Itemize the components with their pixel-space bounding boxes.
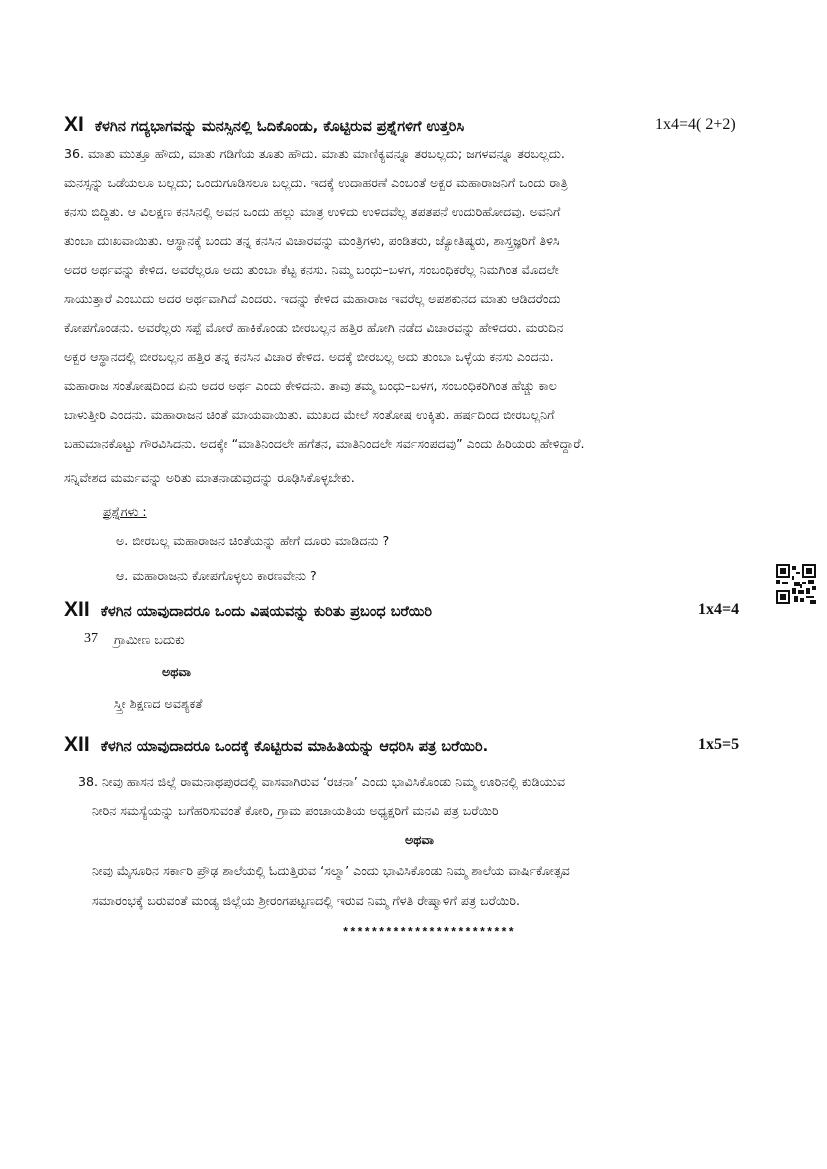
passage-line-3: ಕನಸು ಬಿದ್ದಿತು. ಆ ವಿಲಕ್ಷಣ ಕನಸಿನಲ್ಲಿ ಅವನ ಒಂದು ಹಲ್ಲು ಮಾತ್ರ ಉಳಿದು ಉಳಿದವೆಲ್ಲ ತಪತಪನೆ ಉದುರಿಹೋದವು. ಅವನಿಗೆ xyxy=(64,204,561,219)
passage-line-12: ಸನ್ನಿವೇಶದ ಮರ್ಮವನ್ನು ಅರಿತು ಮಾತನಾಡುವುದನ್ನು ರೂಢಿಸಿಕೊಳ್ಳಬೇಕು. xyxy=(64,470,355,485)
section-xii-letter-roman: XII xyxy=(64,733,90,756)
section-xii-essay-header xyxy=(64,598,432,622)
section-xii-letter-marks: 1x5=5 xyxy=(698,736,740,753)
questions-label: ಪ್ರಶ್ನೆಗಳು : xyxy=(103,504,147,519)
letter-q2-line-1: ನೀವು ಮೈಸೂರಿನ ಸರ್ಕಾರಿ ಪ್ರೌಢ ಶಾಲೆಯಲ್ಲಿ ಓದುತ್ತಿರುವ ‘ಸಲ್ಮಾ’ ಎಂದು ಭಾವಿಸಿಕೊಂಡು ನಿಮ್ಮ ಶಾಲೆಯ ವಾರ್ಷಿಕೋತ್ಸವ xyxy=(92,863,570,878)
qr-code-icon xyxy=(776,564,816,604)
essay-or-label: ಅಥವಾ xyxy=(162,664,191,679)
passage-line-7: ಕೋಪಗೊಂಡನು. ಅವರೆಲ್ಲರು ಸಪ್ಪೆ ಮೋರೆ ಹಾಕಿಕೊಂಡು ಬೀರಬಲ್ಲನ ಹತ್ತಿರ ಹೋಗಿ ನಡೆದ ವಿಚಾರವನ್ನು ಹೇಳಿದರು. ಮರುದಿನ xyxy=(64,320,564,335)
passage-line-5: ಅದರ ಅರ್ಥವನ್ನು ಕೇಳಿದ. ಅವರೆಲ್ಲರೂ ಅದು ತುಂಬಾ ಕೆಟ್ಟ ಕನಸು. ನಿಮ್ಮ ಬಂಧು–ಬಳಗ, ಸಂಬಂಧಿಕರೆಲ್ಲ ನಿಮಗಿಂತ ಮೊದಲೇ xyxy=(64,262,559,277)
essay-option-1: ಗ್ರಾಮೀಣ ಬದುಕು xyxy=(114,632,185,647)
section-xii-essay-roman: XII xyxy=(64,598,90,621)
essay-option-2: ಸ್ತ್ರೀ ಶಿಕ್ಷಣದ ಅವಶ್ಯಕತೆ xyxy=(114,696,203,711)
passage-line-2: ಮನಸ್ಸನ್ನು ಒಡೆಯಲೂ ಬಲ್ಲದು; ಒಂದುಗೂಡಿಸಲೂ ಬಲ್ಲದು. ಇದಕ್ಕೆ ಉದಾಹರಣೆ ಎಂಬಂತೆ ಅಕ್ಬರ ಮಹಾರಾಜನಿಗೆ ಒಂದು ರಾತ್ರಿ xyxy=(64,175,568,190)
section-xi-heading: ಕೆಳಗಿನ ಗದ್ಯಭಾಗವನ್ನು ಮನಸ್ಸಿನಲ್ಲಿ ಓದಿಕೊಂಡು, ಕೊಟ್ಟಿರುವ ಪ್ರಶ್ನೆಗಳಿಗೆ ಉತ್ತರಿಸಿ xyxy=(94,119,465,135)
section-xii-essay-marks: 1x4=4 xyxy=(698,601,740,618)
letter-q1-line-1: 38. ನೀವು ಹಾಸನ ಜಿಲ್ಲೆ ರಾಮನಾಥಪುರದಲ್ಲಿ ವಾಸವಾಗಿರುವ ‘ರಚನಾ’ ಎಂದು ಭಾವಿಸಿಕೊಂಡು ನಿಮ್ಮ ಊರಿನಲ್ಲಿ ಕುಡಿಯುವ xyxy=(78,774,566,789)
passage-line-11: ಬಹುಮಾನಕೊಟ್ಟು ಗೌರವಿಸಿದನು. ಅದಕ್ಕೇ “ಮಾತಿನಿಂದಲೇ ಹಗೆತನ, ಮಾತಿನಿಂದಲೇ ಸರ್ವಸಂಪದವು” ಎಂದು ಹಿರಿಯರು ಹೇಳಿದ್ದಾರೆ. xyxy=(64,436,585,451)
passage-line-10: ಬಾಳುತ್ತೀರಿ ಎಂದನು. ಮಹಾರಾಜನ ಚಿಂತೆ ಮಾಯವಾಯಿತು. ಮುಖದ ಮೇಲೆ ಸಂತೋಷ ಉಕ್ಕಿತು. ಹರ್ಷದಿಂದ ಬೀರಬಲ್ಲನಿಗೆ xyxy=(64,407,555,422)
letter-q2-line-2: ಸಮಾರಂಭಕ್ಕೆ ಬರುವಂತೆ ಮಂಡ್ಯ ಜಿಲ್ಲೆಯ ಶ್ರೀರಂಗಪಟ್ಟಣದಲ್ಲಿ ಇರುವ ನಿಮ್ಮ ಗೆಳತಿ ರೇಷ್ಮಾಳಿಗೆ ಪತ್ರ ಬರೆಯಿರಿ. xyxy=(92,893,521,908)
passage-line-8: ಅಕ್ಬರ ಆಸ್ಥಾನದಲ್ಲಿ ಬೀರಬಲ್ಲನ ಹತ್ತಿರ ತನ್ನ ಕನಸಿನ ವಿಚಾರ ಕೇಳಿದ. ಅದಕ್ಕೆ ಬೀರಬಲ್ಲ ಅದು ತುಂಬಾ ಒಳ್ಳೆಯ ಕನಸು ಎಂದನು. xyxy=(64,349,554,364)
section-xi-header xyxy=(64,113,464,137)
passage-line-6: ಸಾಯುತ್ತಾರೆ ಎಂಬುದು ಅದರ ಅರ್ಥವಾಗಿದೆ ಎಂದರು. ಇದನ್ನು ಕೇಳಿದ ಮಹಾರಾಜ ಇವರೆಲ್ಲ ಅಪಶಕುನದ ಮಾತು ಆಡಿದರೆಂದು xyxy=(64,291,561,306)
question-37-number: 37 xyxy=(84,631,98,646)
section-xii-letter-heading: ಕೆಳಗಿನ ಯಾವುದಾದರೂ ಒಂದಕ್ಕೆ ಕೊಟ್ಟಿರುವ ಮಾಹಿತಿಯನ್ನು ಆಧರಿಸಿ ಪತ್ರ ಬರೆಯಿರಿ. xyxy=(100,739,489,755)
passage-line-9: ಮಹಾರಾಜ ಸಂತೋಷದಿಂದ ಏನು ಅದರ ಅರ್ಥ ಎಂದು ಕೇಳಿದನು. ತಾವು ತಮ್ಮ ಬಂಧು–ಬಳಗ, ಸಂಬಂಧಿಕರಿಗಿಂತ ಹೆಚ್ಚು ಕಾಲ xyxy=(64,378,557,393)
end-marker: ************************ xyxy=(342,926,515,940)
passage-line-4: ತುಂಬಾ ದುಃಖವಾಯಿತು. ಆಸ್ಥಾನಕ್ಕೆ ಬಂದು ತನ್ನ ಕನಸಿನ ವಿಚಾರವನ್ನು ಮಂತ್ರಿಗಳು, ಪಂಡಿತರು, ಜ್ಯೋತಿಷ್ಯರು, ಶಾಸ್ತ್ರಜ್ಞರಿಗೆ ತಿಳಿಸಿ xyxy=(64,233,560,248)
section-xi-marks: 1x4=4( 2+2) xyxy=(655,116,736,133)
letter-q1-line-2: ನೀರಿನ ಸಮಸ್ಯೆಯನ್ನು ಬಗೆಹರಿಸುವಂತೆ ಕೋರಿ, ಗ್ರಾಮ ಪಂಚಾಯತಿಯ ಅಧ್ಯಕ್ಷರಿಗೆ ಮನವಿ ಪತ್ರ ಬರೆಯಿರಿ xyxy=(92,803,499,818)
passage-line-1: 36. ಮಾತು ಮುತ್ತೂ ಹೌದು, ಮಾತು ಗಡಿಗೆಯ ತೂತು ಹೌದು. ಮಾತು ಮಾಣಿಕ್ಯವನ್ನೂ ತರಬಲ್ಲದು; ಜಗಳವನ್ನೂ ತರಬಲ್ಲದು. xyxy=(64,146,565,161)
section-xii-essay-heading: ಕೆಳಗಿನ ಯಾವುದಾದರೂ ಒಂದು ವಿಷಯವನ್ನು ಕುರಿತು ಪ್ರಬಂಧ ಬರೆಯಿರಿ xyxy=(100,604,432,620)
question-a: ಅ. ಬೀರಬಲ್ಲ ಮಹಾರಾಜನ ಚಿಂತೆಯನ್ನು ಹೇಗೆ ದೂರು ಮಾಡಿದನು ? xyxy=(116,533,390,548)
section-xi-roman: XI xyxy=(64,113,84,136)
question-b: ಆ. ಮಹಾರಾಜನು ಕೋಪಗೊಳ್ಳಲು ಕಾರಣವೇನು ? xyxy=(116,568,317,583)
letter-or-label: ಅಥವಾ xyxy=(405,832,434,847)
section-xii-letter-header xyxy=(64,733,488,757)
